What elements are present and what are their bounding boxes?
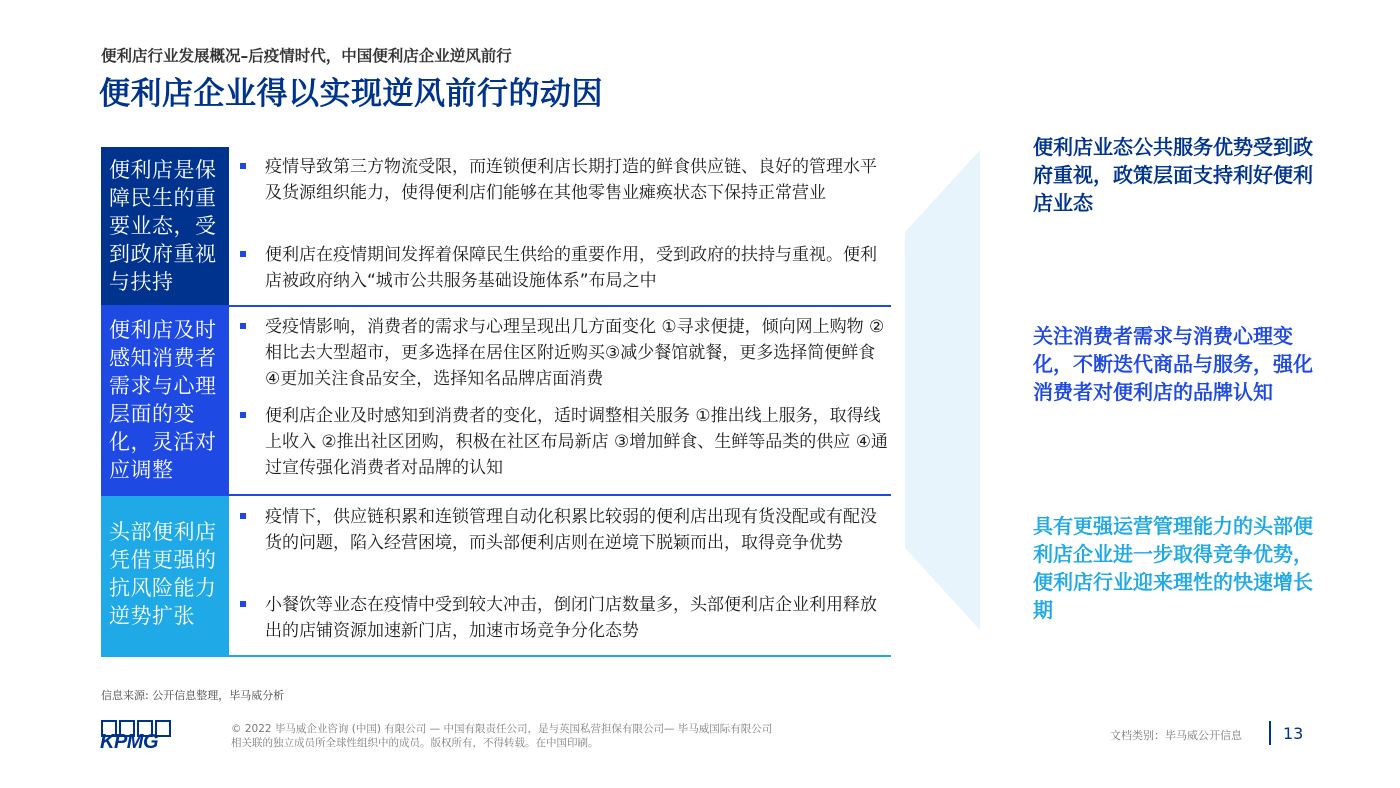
row-label-3: [101, 496, 229, 656]
bullet-marker: [240, 601, 246, 607]
row-label-2: [101, 307, 229, 494]
source-note: 信息来源: 公开信息整理，毕马威分析: [101, 689, 285, 702]
copyright-notice: [231, 722, 851, 750]
page-title: 便利店企业得以实现逆风前行的动因: [99, 76, 603, 112]
row-label-text: 头部便利店凭借更强的抗风险能力逆势扩张: [109, 520, 217, 628]
row-label-1: [101, 147, 229, 306]
bullet-marker: [240, 323, 246, 329]
row-1-bullet-1: 疫情导致第三方物流受限，而连锁便利店长期打造的鲜食供应链、良好的管理水平及货源组织能力，使得便利店们能够在其他零售业瘫痪状态下保持正常营业: [265, 157, 877, 203]
row-2-bullet-2: 便利店企业及时感知到消费者的变化，适时调整相关服务 ①推出线上服务，取得线上收入 ②推出社区团购，积极在社区布局新店 ③增加鲜食、生鲜等品类的供应 ④通过宣传强化消费者对品牌的认知: [265, 406, 888, 478]
section-subtitle: 便利店行业发展概况–后疫情时代，中国便利店企业逆风前行: [101, 47, 512, 65]
row-1-bullet-2: 便利店在疫情期间发挥着保障民生供给的重要作用，受到政府的扶持与重视。便利店被政府纳入“城市公共服务基础设施体系”布局之中: [265, 245, 877, 291]
row-3-bullet-2: 小餐饮等业态在疫情中受到较大冲击，倒闭门店数量多，头部便利店企业利用释放出的店铺资源加速新门店，加速市场竞争分化态势: [265, 595, 877, 641]
summary-2: 关注消费者需求与消费心理变化，不断迭代商品与服务，强化消费者对便利店的品牌认知: [1033, 324, 1313, 404]
row-label-text: 便利店是保障民生的重要业态，受到政府重视与扶持: [109, 158, 217, 294]
summary-1: 便利店业态公共服务优势受到政府重视，政策层面支持利好便利店业态: [1033, 135, 1313, 215]
bullet-marker: [240, 412, 246, 418]
page-number: 13: [1283, 724, 1304, 743]
kpmg-logo-text: KPMG: [100, 731, 158, 753]
row-3-bullet-1: 疫情下，供应链积累和连锁管理自动化积累比较弱的便利店出现有货没配或有配没货的问题，陷入经营困境，而头部便利店则在逆境下脱颖而出，取得竞争优势: [265, 507, 877, 553]
row-label-text: 便利店及时感知消费者需求与心理层面的变化，灵活对应调整: [109, 318, 217, 482]
copyright-line-1: © 2022 毕马威企业咨询 (中国) 有限公司 — 中国有限责任公司，是与英国私营担保有限公司— 毕马威国际有限公司: [231, 723, 773, 735]
row-2-bullet-1: 受疫情影响，消费者的需求与心理呈现出几方面变化 ①寻求便捷，倾向网上购物 ②相比去大型超市，更多选择在居住区附近购买③减少餐馆就餐，更多选择简便鲜食 ④更加关注食品安全，选择知名品牌店面消费: [265, 317, 885, 389]
summary-panel-background: [905, 150, 985, 630]
bullet-marker: [240, 513, 246, 519]
row-divider: [101, 655, 891, 657]
document-category: 文档类别：毕马威公开信息: [1110, 729, 1242, 742]
bullet-marker: [240, 163, 246, 169]
kpmg-logo: [100, 719, 176, 755]
copyright-line-2: 相关联的独立成员所全球性组织中的成员。版权所有，不得转载。在中国印刷。: [231, 737, 599, 749]
bullet-marker: [240, 251, 246, 257]
footer-divider: [1269, 721, 1271, 745]
summary-3: 具有更强运营管理能力的头部便利店企业进一步取得竞争优势，便利店行业迎来理性的快速增长期: [1033, 514, 1313, 622]
